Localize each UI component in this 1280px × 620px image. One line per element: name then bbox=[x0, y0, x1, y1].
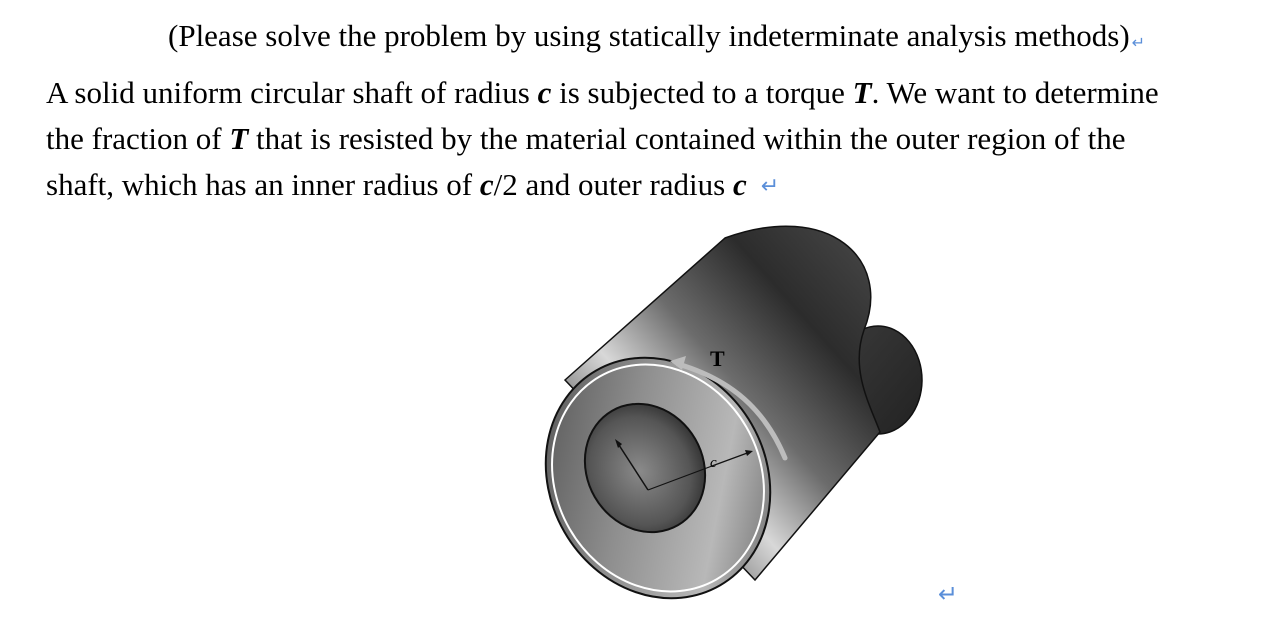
symbol-T: T bbox=[229, 121, 249, 156]
symbol-T: T bbox=[852, 75, 872, 110]
text-run: /2 and outer radius bbox=[493, 167, 733, 202]
problem-line-3 bbox=[46, 162, 779, 210]
symbol-c: c bbox=[479, 167, 494, 202]
symbol-c: c bbox=[537, 75, 552, 110]
radius-label: c bbox=[710, 455, 717, 471]
return-mark-icon: ↵ bbox=[760, 174, 780, 199]
text-run: A solid uniform circular shaft of radius bbox=[46, 75, 538, 110]
text-run: shaft, which has an inner radius of bbox=[46, 167, 480, 202]
problem-line-2 bbox=[46, 116, 1126, 162]
shaft-figure bbox=[520, 220, 940, 610]
text-run: is subjected to a torque bbox=[551, 75, 853, 110]
instruction-text: (Please solve the problem by using statically indeterminate analysis methods) bbox=[168, 18, 1130, 53]
torque-label: T bbox=[710, 346, 725, 371]
symbol-c: c bbox=[732, 167, 747, 202]
instruction-line bbox=[168, 14, 1145, 65]
text-run: the fraction of bbox=[46, 121, 230, 156]
text-run: . We want to determine bbox=[871, 75, 1159, 110]
figure-return-mark-icon: ↵ bbox=[938, 580, 959, 608]
problem-line-1 bbox=[46, 70, 1159, 116]
paragraph-mark-icon: ↵ bbox=[1131, 33, 1146, 52]
text-run: that is resisted by the material contained within the outer region of the bbox=[248, 121, 1126, 156]
